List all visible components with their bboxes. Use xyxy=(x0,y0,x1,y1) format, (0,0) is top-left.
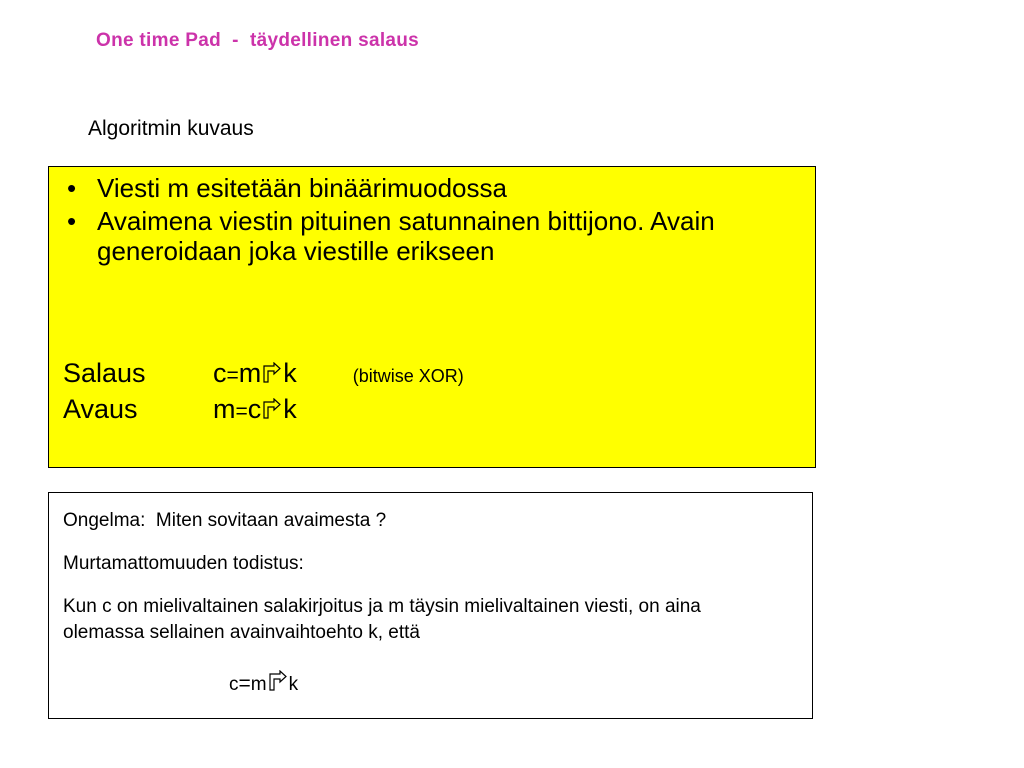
formula-label: Salaus xyxy=(63,358,146,388)
formula-operand-2: k xyxy=(283,394,297,425)
xor-icon xyxy=(261,362,283,386)
formula-operand-1: m xyxy=(238,358,262,388)
equation-left-operand: c xyxy=(229,674,239,695)
bullet-marker-icon: • xyxy=(67,173,77,203)
bullet-list xyxy=(63,173,803,269)
bullet-marker-icon: • xyxy=(67,205,77,236)
equation-operand-1: m xyxy=(250,674,267,695)
formula-label: Avaus xyxy=(63,394,138,425)
page-title: One time Pad - täydellinen salaus xyxy=(96,30,420,51)
equation-equals: = xyxy=(238,672,251,695)
formula-expression xyxy=(213,391,297,427)
formula-operand-2: k xyxy=(283,358,297,388)
formula-block xyxy=(63,355,803,428)
list-item xyxy=(63,173,803,204)
section-subtitle: Algoritmin kuvaus xyxy=(88,117,254,140)
list-item-text: Viesti m esitetään binäärimuodossa xyxy=(97,173,507,203)
formula-expression xyxy=(213,355,297,391)
formula-note: (bitwise XOR) xyxy=(352,366,464,386)
formula-decryption xyxy=(63,391,803,427)
list-item xyxy=(63,206,803,267)
formula-encryption xyxy=(63,355,803,391)
equation-operand-2: k xyxy=(288,674,299,695)
proof-equation xyxy=(229,670,298,698)
highlighted-content-box xyxy=(48,166,816,468)
formula-left-operand: c xyxy=(213,358,227,388)
formula-operand-1: c xyxy=(247,394,262,425)
list-item-text: Avaimena viestin pituinen satunnainen bittijono. Avain generoidaan joka viestille erikseen xyxy=(97,205,715,267)
formula-equals: = xyxy=(226,364,239,387)
proof-paragraph-body: Kun c on mielivaltainen salakirjoitus ja m täysin mielivaltainen viesti, on aina olemassa sellainen avainvaihtoehto k, että xyxy=(63,596,707,643)
formula-equals: = xyxy=(235,400,248,424)
xor-icon xyxy=(261,398,283,422)
proof-paragraph-problem: Ongelma: Miten sovitaan avaimesta ? xyxy=(63,510,387,531)
proof-paragraph-heading: Murtamattomuuden todistus: xyxy=(63,553,304,574)
xor-icon xyxy=(267,670,289,694)
formula-left-operand: m xyxy=(213,394,236,425)
proof-box xyxy=(48,492,813,719)
